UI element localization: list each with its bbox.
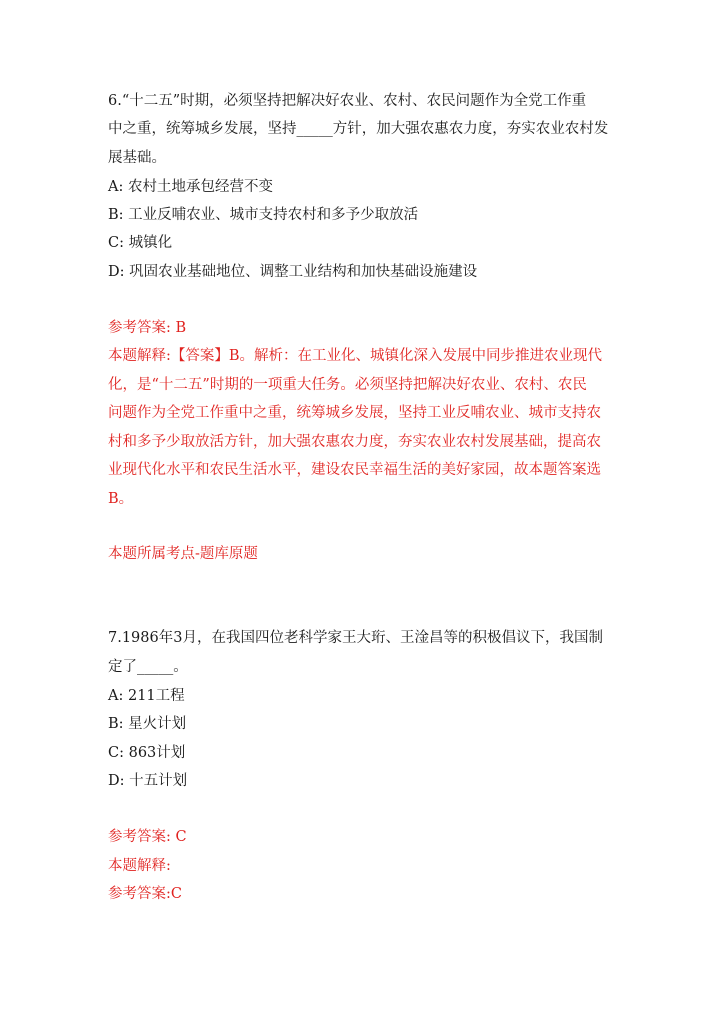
option-c: C: 城镇化 bbox=[108, 235, 173, 251]
question-stem-line: 展基础。 bbox=[108, 150, 166, 166]
explanation-line: 本题解释:【答案】B。解析：在工业化、城镇化深入发展中同步推进农业现代 bbox=[108, 348, 603, 364]
option-b: B: 星火计划 bbox=[108, 716, 187, 732]
explanation-line: 化，是“十二五”时期的一项重大任务。必须坚持把解决好农业、农村、农民 bbox=[108, 377, 587, 393]
answer-repeat-line: 参考答案:C bbox=[108, 886, 182, 902]
question-stem-line: 中之重，统筹城乡发展，坚持_____方针，加大强农惠农力度，夯实农业农村发 bbox=[108, 121, 609, 137]
explanation-line: 本题解释: bbox=[108, 858, 171, 874]
option-a: A: 农村土地承包经营不变 bbox=[108, 179, 273, 195]
question-stem-line: 6.“十二五”时期，必须坚持把解决好农业、农村、农民问题作为全党工作重 bbox=[108, 93, 587, 109]
question-stem-line: 定了_____。 bbox=[108, 659, 188, 675]
explanation-line: 业现代化水平和农民生活水平，建设农民幸福生活的美好家园，故本题答案选 bbox=[108, 462, 601, 478]
answer-line: 参考答案: C bbox=[108, 829, 187, 845]
explanation-line: 问题作为全党工作重中之重，统筹城乡发展，坚持工业反哺农业、城市支持农 bbox=[108, 405, 601, 421]
option-a: A: 211工程 bbox=[108, 688, 185, 704]
explanation-line: B。 bbox=[108, 491, 134, 507]
option-b: B: 工业反哺农业、城市支持农村和多予少取放活 bbox=[108, 207, 419, 223]
question-stem-line: 7.1986年3月，在我国四位老科学家王大珩、王淦昌等的积极倡议下，我国制 bbox=[108, 630, 603, 646]
option-d: D: 十五计划 bbox=[108, 773, 188, 789]
option-d: D: 巩固农业基础地位、调整工业结构和加快基础设施建设 bbox=[108, 264, 478, 280]
option-c: C: 863计划 bbox=[108, 745, 186, 761]
topic-line: 本题所属考点-题库原题 bbox=[108, 546, 258, 562]
explanation-line: 村和多予少取放活方针，加大强农惠农力度，夯实农业农村发展基础，提高农 bbox=[108, 434, 601, 450]
answer-line: 参考答案: B bbox=[108, 320, 187, 336]
